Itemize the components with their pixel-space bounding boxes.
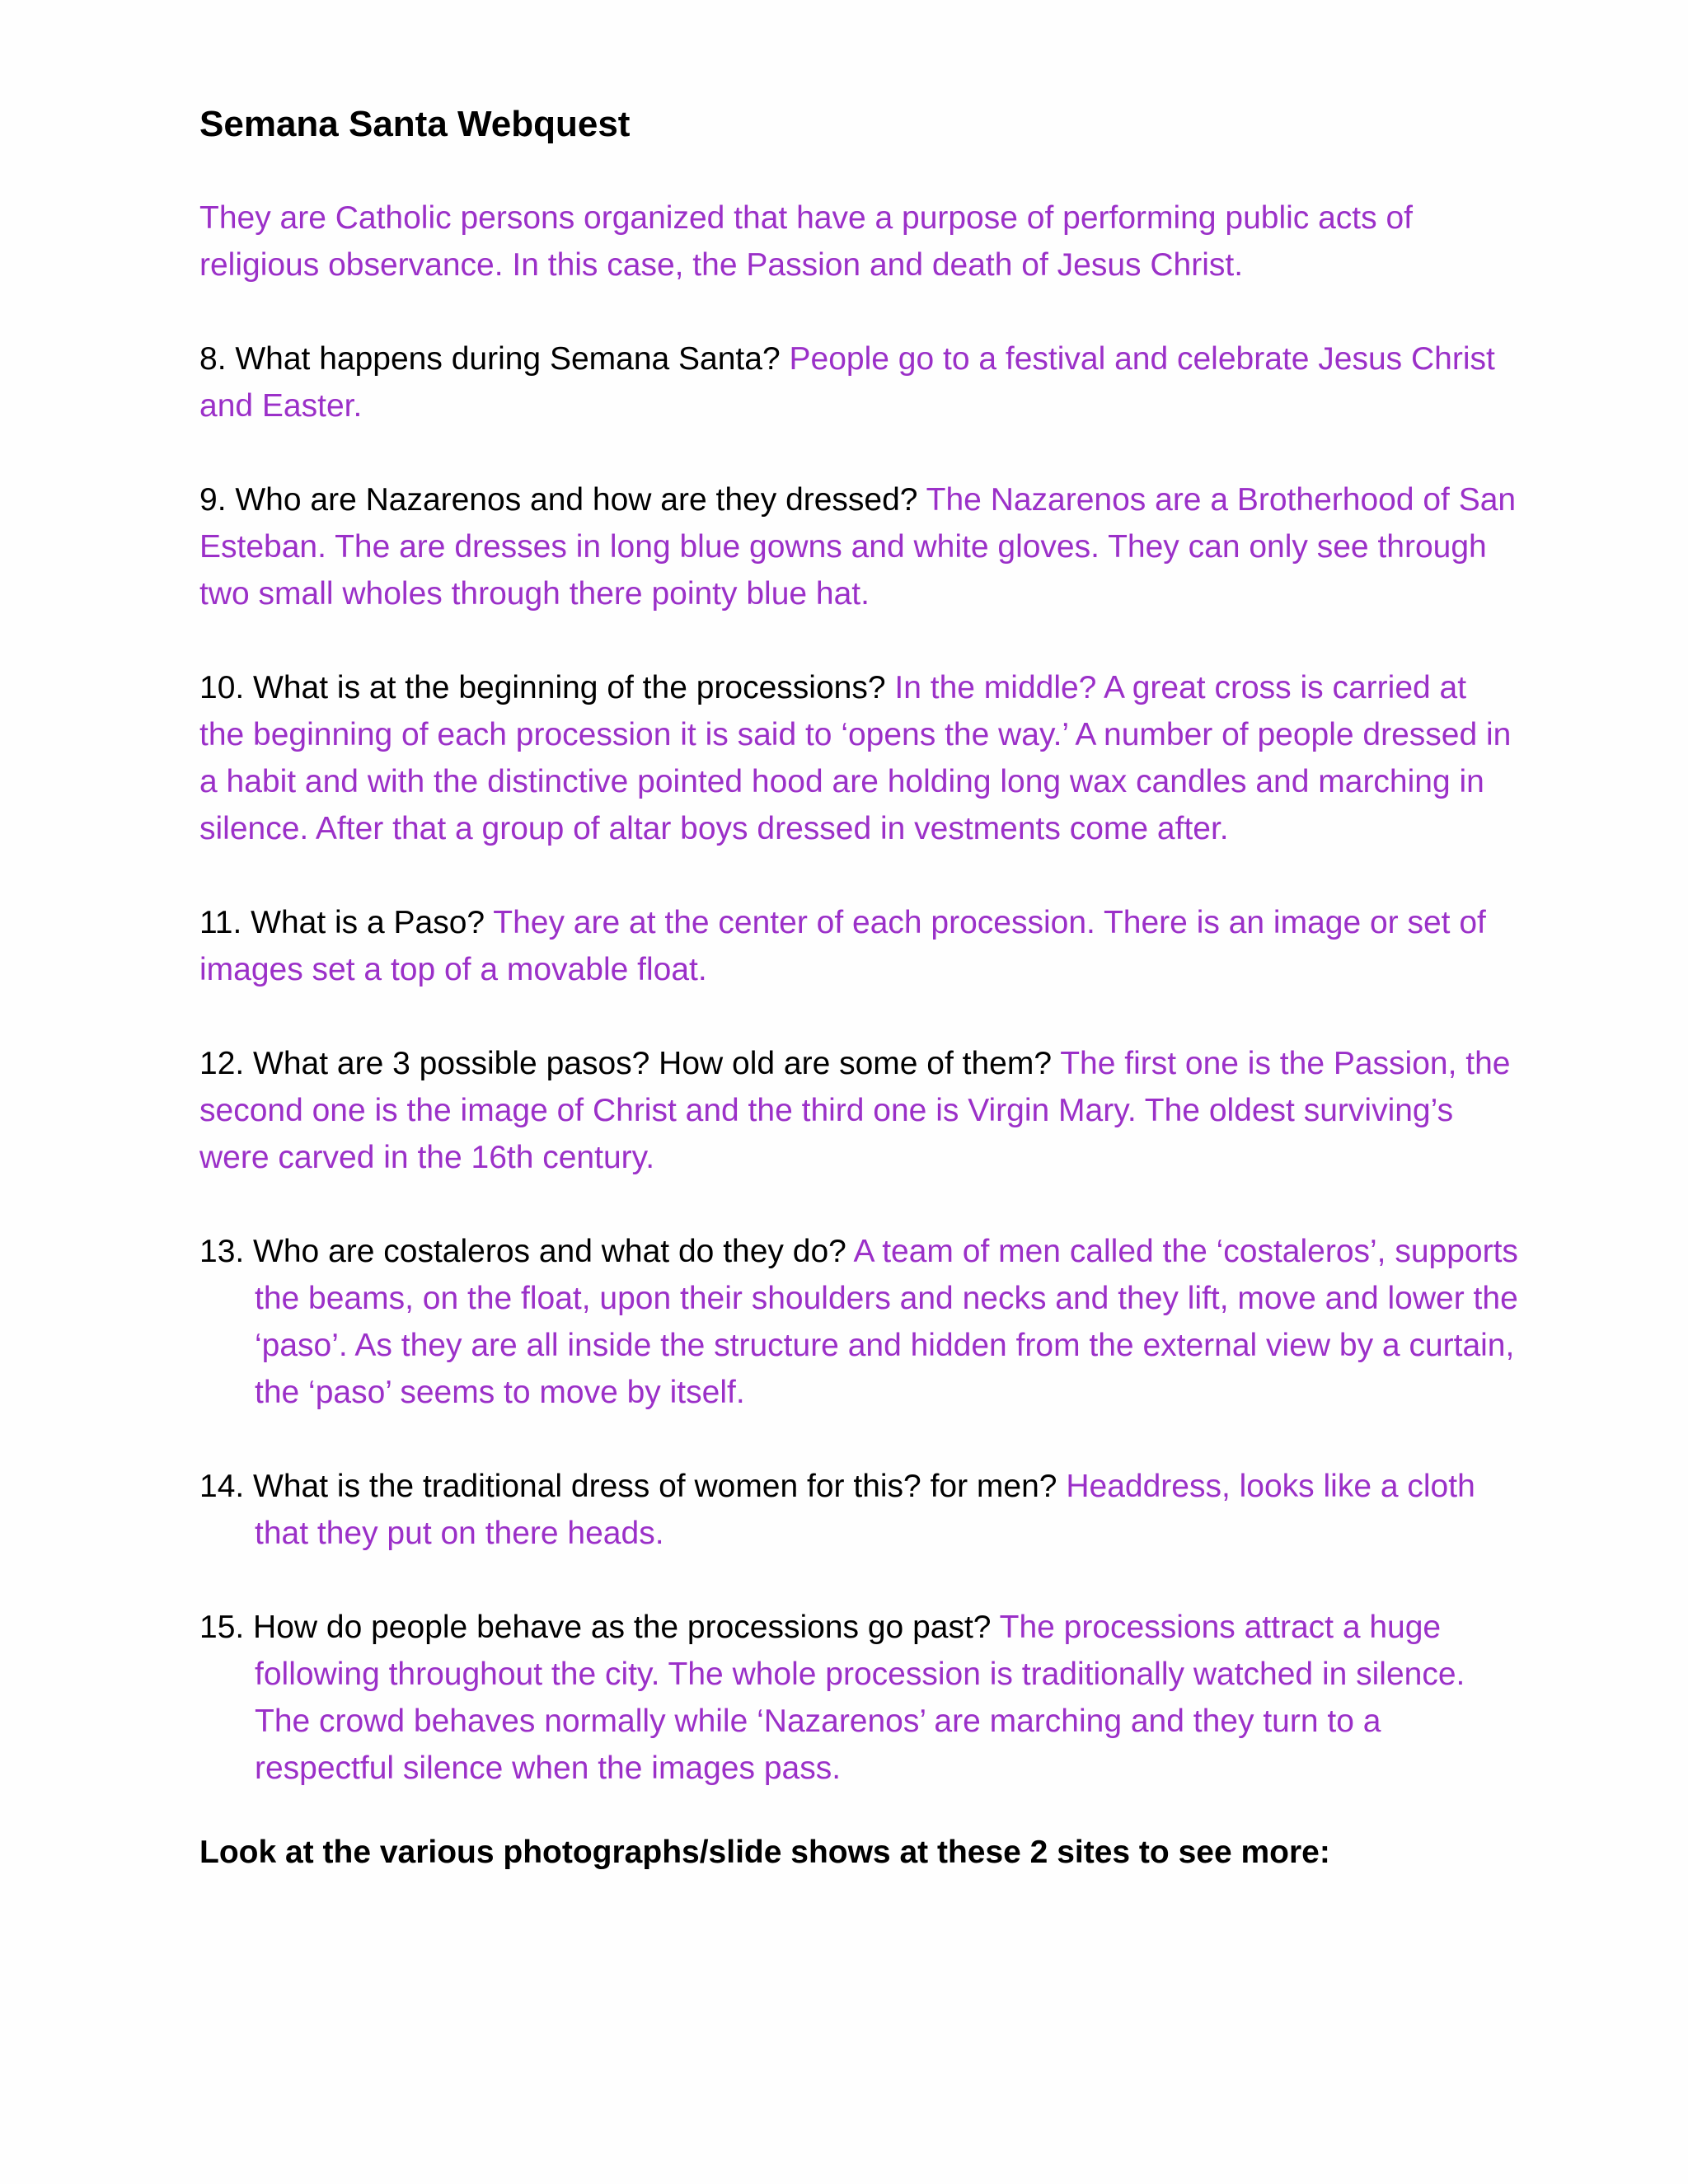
question-15 <box>199 1604 1518 1792</box>
question-text: 10. What is at the beginning of the processions? <box>199 670 886 705</box>
question-8 <box>199 335 1518 429</box>
question-10 <box>199 664 1518 852</box>
answer-text: They are at the center of each procession. There is an image or set of images set a top of a movable float. <box>199 905 1486 987</box>
answer-text: The Nazarenos are a Brotherhood of San Esteban. The are dresses in long blue gowns and white gloves. They can only see through two small wholes through there pointy blue hat. <box>199 482 1517 612</box>
question-13 <box>199 1228 1518 1416</box>
document-content <box>199 100 1518 1876</box>
document-title: Semana Santa Webquest <box>199 104 631 144</box>
question-14 <box>199 1463 1518 1557</box>
footer-instruction: Look at the various photographs/slide shows at these 2 sites to see more: <box>199 1835 1330 1870</box>
question-text: 8. What happens during Semana Santa? <box>199 341 781 377</box>
question-text: 14. What is the traditional dress of women for this? for men? <box>199 1469 1057 1504</box>
answer-text: Headdress, looks like a cloth that they put on there heads. <box>255 1469 1475 1551</box>
answer-text: In the middle? A great cross is carried at the beginning of each procession it is said to ‘opens the way.’ A number of people dressed in a habit and with the distinctive pointed hood are holding long wax candles and marching in silence. After that a group of altar boys dressed in vestments come after. <box>199 670 1512 846</box>
question-text: 12. What are 3 possible pasos? How old are some of them? <box>199 1046 1053 1081</box>
question-text: 13. Who are costaleros and what do they do? <box>199 1234 846 1269</box>
question-text: 9. Who are Nazarenos and how are they dressed? <box>199 482 918 518</box>
answer-text: The first one is the Passion, the second one is the image of Christ and the third one is Virgin Mary. The oldest surviving’s were carved in the 16th century. <box>199 1046 1511 1175</box>
question-text: 11. What is a Paso? <box>199 905 485 940</box>
answer-text: A team of men called the ‘costaleros’, supports the beams, on the float, upon their shoulders and necks and they lift, move and lower the ‘paso’. As they are all inside the structure and hidden from the external view by a curtain, the ‘paso’ seems to move by itself. <box>255 1234 1518 1410</box>
question-text: 15. How do people behave as the processions go past? <box>199 1610 992 1645</box>
answer-text: People go to a festival and celebrate Jesus Christ and Easter. <box>199 341 1495 424</box>
answer-text: The processions attract a huge following throughout the city. The whole procession is traditionally watched in silence. The crowd behaves normally while ‘Nazarenos’ are marching and they turn to a respectful silence when the images pass. <box>255 1610 1465 1786</box>
question-12 <box>199 1040 1518 1181</box>
question-11 <box>199 899 1518 993</box>
question-9 <box>199 476 1518 617</box>
intro-answer: They are Catholic persons organized that have a purpose of performing public acts of religious observance. In this case, the Passion and death of Jesus Christ. <box>199 200 1414 283</box>
